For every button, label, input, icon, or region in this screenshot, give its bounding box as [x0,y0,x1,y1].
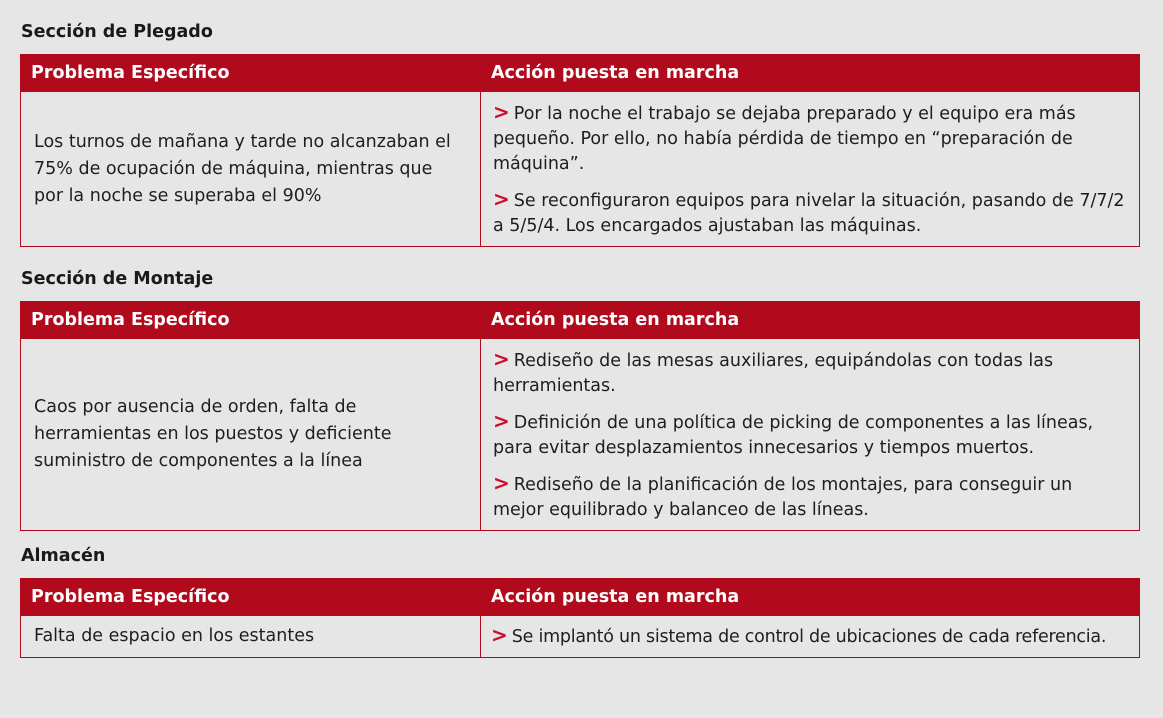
arrow-icon: > [493,187,510,211]
action-cell [481,616,1140,658]
arrow-icon: > [493,347,510,371]
arrow-icon: > [493,409,510,433]
action-item [491,623,1133,650]
action-item [493,347,1127,399]
action-text: Rediseño de las mesas auxiliares, equipándolas con todas las herramientas. [493,351,1054,396]
action-cell [481,92,1140,247]
table-row [21,616,1140,658]
table-row [21,339,1140,531]
action-text: Definición de una política de picking de componentes a las líneas, para evitar desplazamientos innecesarios y tiempos muertos. [493,413,1094,458]
table-header-row [21,55,1140,92]
problem-cell: Caos por ausencia de orden, falta de herramientas en los puestos y deficiente suministro de componentes a la línea [21,339,481,531]
header-action: Acción puesta en marcha [481,302,1140,339]
problem-action-table [20,578,1140,658]
action-text: Se reconfiguraron equipos para nivelar la situación, pasando de 7/7/2 a 5/5/4. Los encargados ajustaban las máquinas. [493,191,1125,236]
arrow-icon: > [491,623,508,647]
section-almacen [20,544,1139,658]
section-title: Sección de Plegado [21,22,213,42]
header-problem: Problema Específico [21,579,481,616]
arrow-icon: > [493,100,510,124]
section-montaje [20,267,1139,531]
action-text: Rediseño de la planificación de los montajes, para conseguir un mejor equilibrado y balanceo de las líneas. [493,475,1073,520]
action-item [493,409,1127,461]
header-problem: Problema Específico [21,302,481,339]
problem-cell: Falta de espacio en los estantes [21,616,481,658]
section-title: Almacén [21,546,106,566]
action-item [493,100,1127,177]
section-plegado [20,20,1139,247]
section-title: Sección de Montaje [21,269,214,289]
header-problem: Problema Específico [21,55,481,92]
problem-action-table [20,54,1140,247]
action-text: Se implantó un sistema de control de ubicaciones de cada referencia. [511,627,1107,647]
action-cell [481,339,1140,531]
problem-action-table [20,301,1140,531]
header-action: Acción puesta en marcha [481,55,1140,92]
action-item [493,187,1127,239]
table-header-row [21,302,1140,339]
table-header-row [21,579,1140,616]
arrow-icon: > [493,471,510,495]
problem-cell: Los turnos de mañana y tarde no alcanzaban el 75% de ocupación de máquina, mientras que por la noche se superaba el 90% [21,92,481,247]
table-row [21,92,1140,247]
header-action: Acción puesta en marcha [481,579,1140,616]
action-text: Por la noche el trabajo se dejaba preparado y el equipo era más pequeño. Por ello, no había pérdida de tiempo en “preparación de máquina”. [493,104,1076,174]
action-item [493,471,1127,523]
